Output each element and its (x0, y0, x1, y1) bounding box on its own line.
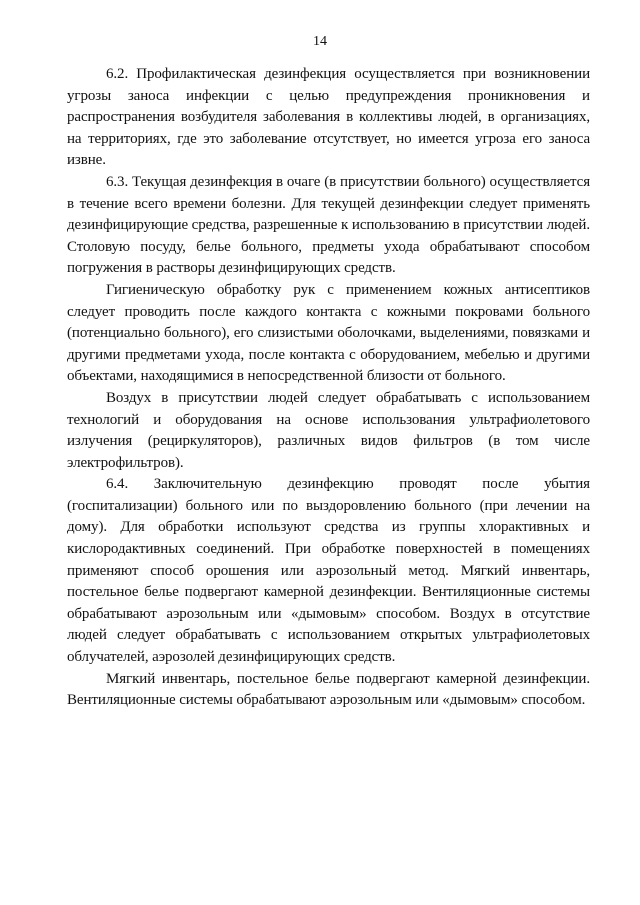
document-body (67, 64, 590, 712)
paragraph-6-4-final-disinfection: 6.4. Заключительную дезинфекцию проводят после убытия (госпитализации) больного или по выздоровлению больного (при лечении на дому). Для обработки используют средства из группы хлорактивных и кислородактивных соединений. При обработке поверхностей в помещениях применяют способ орошения или аэрозольный метод. Мягкий инвентарь, постельное белье подвергают камерной дезинфекции. Вентиляционные системы обрабатывают аэрозольным или «дымовым» способом. Воздух в отсутствие людей следует обрабатывать с использованием открытых ультрафиолетовых облучателей, аэрозолей дезинфицирующих средств. (67, 476, 590, 666)
page-number: 14 (313, 34, 327, 49)
paragraph-air-treatment: Воздух в присутствии людей следует обрабатывать с использованием технологий и оборудования на основе использования ультрафиолетового излучения (рециркуляторов), различных видов фильтров (в том числе электрофильтров). (67, 389, 590, 471)
paragraph-6-3-current-disinfection: 6.3. Текущая дезинфекция в очаге (в присутствии больного) осуществляется в течение всего времени болезни. Для текущей дезинфекции следует применять дезинфицирующие средства, разрешенные к использованию в присутствии людей. Столовую посуду, белье больного, предметы ухода обрабатывают способом погружения в растворы дезинфицирующих средств. (67, 173, 590, 277)
paragraph-hand-hygiene: Гигиеническую обработку рук с применением кожных антисептиков следует проводить после каждого контакта с кожными покровами больного (потенциально больного), его слизистыми оболочками, выделениями, повязками и другими предметами ухода, после контакта с оборудованием, мебелью и другими объектами, находящимися в непосредственной близости от больного. (67, 281, 590, 385)
paragraph-6-2-preventive-disinfection: 6.2. Профилактическая дезинфекция осуществляется при возникновении угрозы заноса инфекции с целью предупреждения проникновения и распространения возбудителя заболевания в коллективы людей, в организациях, на территориях, где это заболевание отсутствует, но имеется угроза его заноса извне. (67, 66, 590, 169)
paragraph-soft-inventory: Мягкий инвентарь, постельное белье подвергают камерной дезинфекции. Вентиляционные системы обрабатывают аэрозольным или «дымовым» способом. (67, 670, 590, 709)
